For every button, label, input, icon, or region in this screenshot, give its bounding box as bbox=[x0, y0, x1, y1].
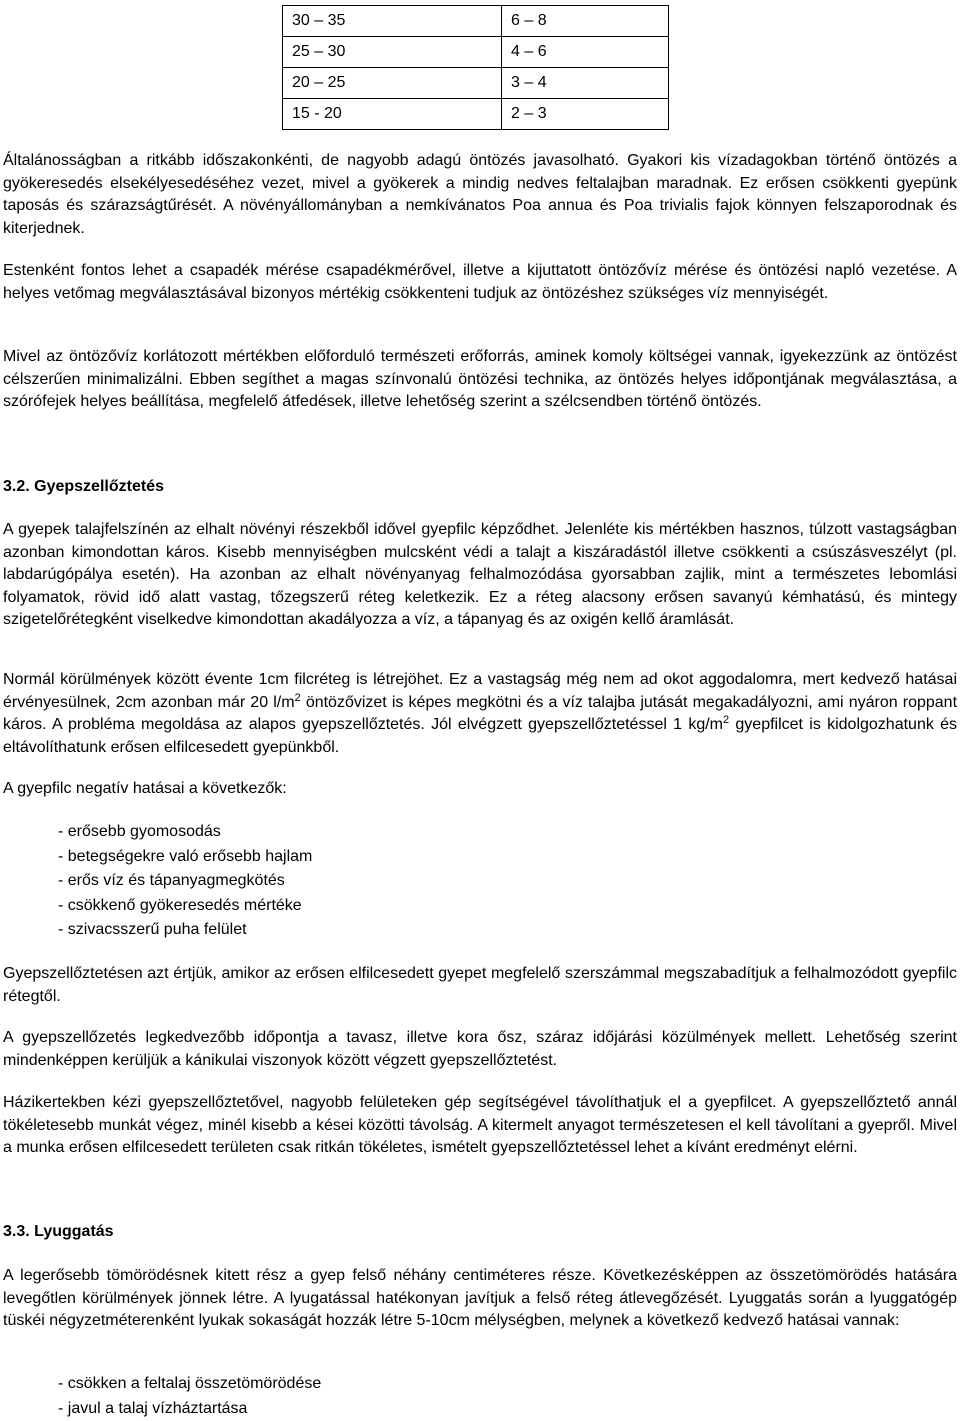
table-row bbox=[283, 68, 669, 99]
paragraph-water-resource: Mivel az öntözővíz korlátozott mértékben előforduló természeti erőforrás, aminek komoly költségei vannak, igyekezzünk az öntözést célszerűen minimalizálni. Ebben segíthet a magas színvonalú öntözési technika, az öntözés helyes időpontjának megválasztása, a szórófejek helyes beállítása, megfelelő átfedések, illetve lehetőség szerint a szélcsendben történő öntözés. bbox=[3, 346, 957, 414]
list-item: - csökkenő gyökeresedés mértéke bbox=[58, 894, 312, 919]
text-fragment: öntözővizet is képes megkötni és a víz talajba jutását megakadályozni, ami nyáron roppant káros. A probléma megoldása az alapos gyepszellőztetés. Jól elvégzett gyepszellőztetéssel 1 kg/m bbox=[3, 694, 957, 734]
list-item: - javul a talaj vízháztartása bbox=[58, 1397, 321, 1421]
table-cell: 25 – 30 bbox=[283, 37, 502, 68]
table-row bbox=[283, 99, 669, 130]
heading-number: 3.3. bbox=[3, 1223, 30, 1240]
table-cell: 15 - 20 bbox=[283, 99, 502, 130]
paragraph-scarification-definition: Gyepszellőztetésen azt értjük, amikor az erősen elfilcesedett gyepet megfelelő szerszámmal megszabadítjuk a felhalmozódott gyepfilc rétegtől. bbox=[3, 963, 957, 1008]
table-cell: 20 – 25 bbox=[283, 68, 502, 99]
table-row bbox=[283, 37, 669, 68]
list-item: - csökken a feltalaj összetömörödése bbox=[58, 1372, 321, 1397]
table-cell: 4 – 6 bbox=[502, 37, 669, 68]
paragraph-negatives-intro: A gyepfilc negatív hatásai a következők: bbox=[3, 778, 957, 801]
paragraph-thatch-intro: A gyepek talajfelszínén az elhalt növényi részekből idővel gyepfilc képződhet. Jelenléte kis mértékben hasznos, túlzott vastagságban azonban kimondottan káros. Kisebb mennyiségben mulcsként védi a talajt a kiszáradástól illetve csökkenti a csúszásveszélyt (pl. labdarúgópálya esetén). Ha azonban az elhalt növényanyag felhalmozódása gyorsabban zajlik, mint a természetes lebomlási folyamatok, rövid idő alatt vastag, tőzegszerű réteg keletkezik. Ez a réteg alacsony erősen savanyú kémhatású, és mintegy szigetelőrétegként viselkedve kimondottan akadályozza a víz, a tápanyag és az oxigén kellő áramlását. bbox=[3, 519, 957, 632]
superscript: 2 bbox=[295, 692, 301, 704]
section-heading-3-2 bbox=[3, 476, 164, 498]
table-cell: 6 – 8 bbox=[502, 6, 669, 37]
paragraph-rain-measurement: Estenként fontos lehet a csapadék mérése csapadékmérővel, illetve a kijuttatott öntözővíz mérése és öntözési napló vezetése. A helyes vetőmag megválasztásával bizonyos mértékig csökkenteni tudjuk az öntözéshez szükséges víz mennyiségét. bbox=[3, 260, 957, 305]
list-item: - erős víz és tápanyagmegkötés bbox=[58, 869, 312, 894]
paragraph-aeration: A legerősebb tömörödésnek kitett rész a gyep felső néhány centiméteres része. Következésképpen az összetömörödés hatására levegőtlen körülmények jönnek létre. A lyugatással hatékonyan javítjuk a felső réteg átlevegőzését. Lyuggatás során a lyuggatógép tüskéi négyzetméterenként lyukak sokaságát hozzák létre 5-10cm mélységben, melynek a következő kedvező hatásai vannak: bbox=[3, 1265, 957, 1333]
list-item: - betegségekre való erősebb hajlam bbox=[58, 845, 312, 870]
paragraph-thatch-thickness bbox=[3, 669, 957, 759]
table-row bbox=[283, 6, 669, 37]
heading-title: Gyepszellőztetés bbox=[34, 478, 164, 495]
paragraph-scarification-timing: A gyepszellőzetés legkedvezőbb időpontja a tavasz, illetve kora ősz, száraz időjárási közülmények mellett. Lehetőség szerint mindenképpen kerüljük a kánikulai viszonyok között végzett gyepszellőztetést. bbox=[3, 1027, 957, 1072]
superscript: 2 bbox=[723, 714, 729, 726]
table-cell: 3 – 4 bbox=[502, 68, 669, 99]
paragraph-irrigation-general: Általánosságban a ritkább időszakonkénti, de nagyobb adagú öntözés javasolható. Gyakori kis vízadagokban történő öntözés a gyökeresedés elsekélyesedéséhez vezet, mivel a gyökerek a mindig nedves feltalajban maradnak. Ez erősen csökkenti gyepünk taposás és szárazságtűrését. A növényállományban a nemkívánatos Poa annua és Poa trivialis fajok könnyen felszaporodnak és kiterjednek. bbox=[3, 150, 957, 240]
heading-number: 3.2. bbox=[3, 478, 30, 495]
table-cell: 2 – 3 bbox=[502, 99, 669, 130]
benefits-list bbox=[58, 1372, 321, 1421]
values-table bbox=[282, 5, 669, 130]
list-item: - erősebb gyomosodás bbox=[58, 820, 312, 845]
paragraph-scarification-tools: Házikertekben kézi gyepszellőztetővel, nagyobb felületeken gép segítségével távolíthatjuk el a gyepfilcet. A gyepszellőztető annál tökéletesebb munkát végez, minél kisebb a kései közötti távolság. A kitermelt anyagot természetesen el kell távolítani a gyepről. Mivel a munka erősen elfilcesedett területen csak ritkán tökéletes, ismételt gyepszellőztetéssel lehet a kívánt eredményt elérni. bbox=[3, 1092, 957, 1160]
table-cell: 30 – 35 bbox=[283, 6, 502, 37]
heading-title: Lyuggatás bbox=[34, 1223, 113, 1240]
text-fragment: Normál körülmények között évente 1cm filcréteg is létrejöhet. Ez a vastagság még nem ad okot aggodalomra, mert kedvező hatásai érvényesülnek, 2cm azonban már 20 l/m bbox=[3, 671, 957, 711]
section-heading-3-3 bbox=[3, 1221, 114, 1243]
text-fragment: gyepfilcet is kidolgozhatunk és eltávolíthatunk erősen elfilcesedett gyepünkből. bbox=[3, 716, 957, 756]
list-item: - szivacsszerű puha felület bbox=[58, 918, 312, 943]
negatives-list bbox=[58, 820, 312, 943]
